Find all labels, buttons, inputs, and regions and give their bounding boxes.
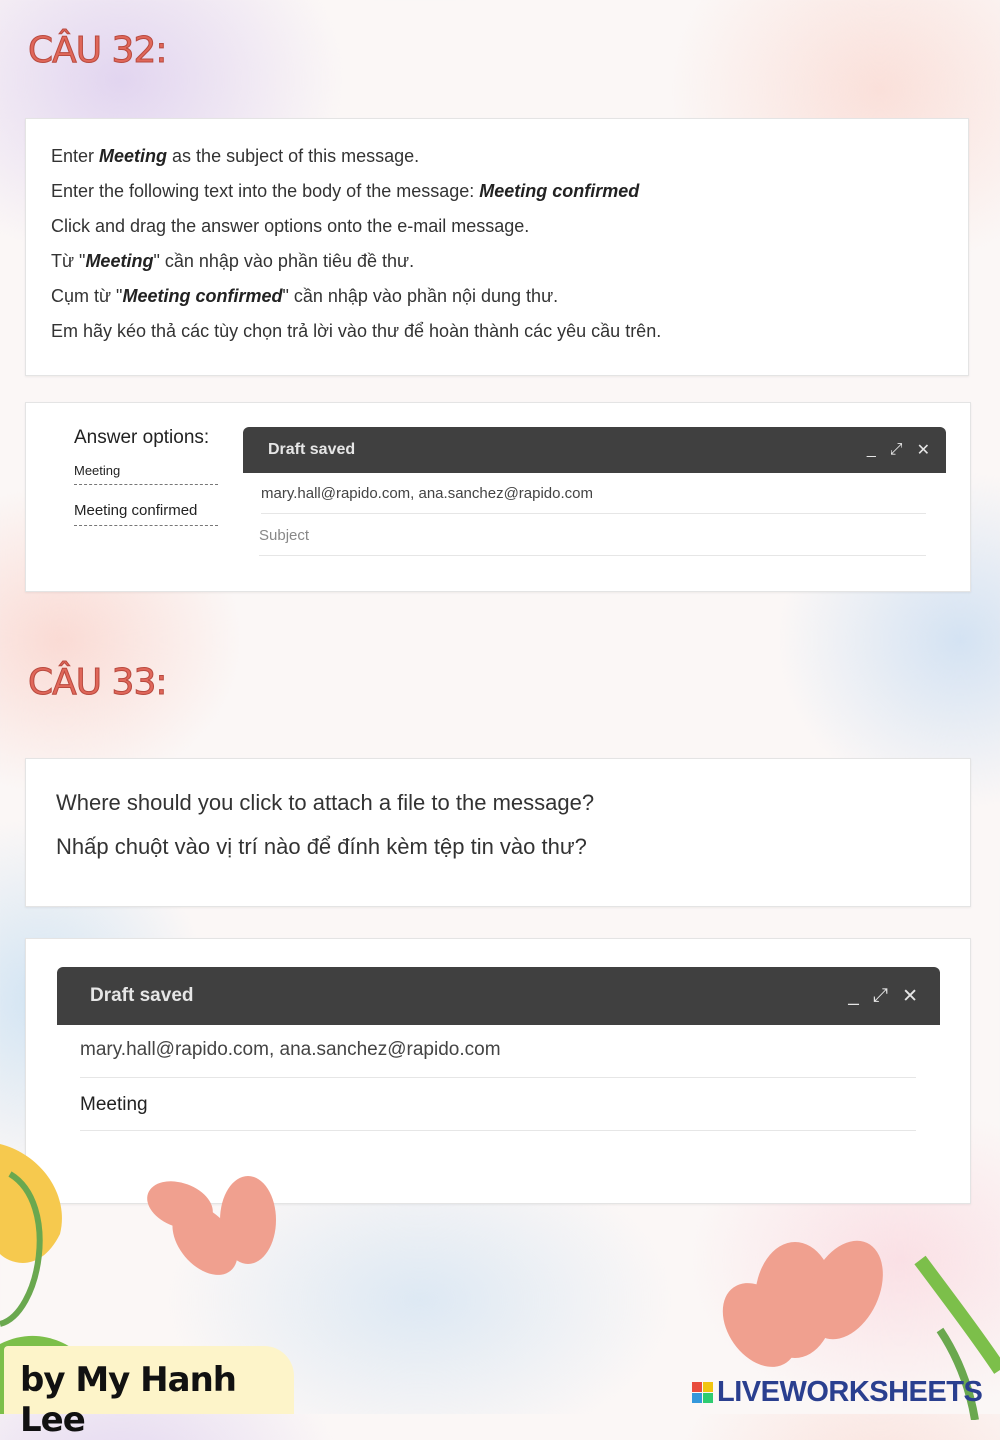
recipients-field[interactable]: mary.hall@rapido.com, ana.sanchez@rapido.com [80,1039,916,1078]
answer-option-meeting-confirmed[interactable]: Meeting confirmed [74,502,218,526]
close-icon[interactable]: ✕ [902,985,918,1007]
question-text-vi: Nhấp chuột vào vị trí nào để đính kèm tệp tin vào thư? [56,834,587,859]
recipients-field[interactable]: mary.hall@rapido.com, ana.sanchez@rapido.com [261,485,926,514]
author-credit: by My Hanh Lee [4,1346,294,1414]
expand-icon[interactable]: ⤢ [872,985,889,1006]
question-33-title: CÂU 33: [28,662,167,703]
liveworksheets-logo [692,1376,982,1409]
minimize-icon[interactable]: _ [866,441,876,458]
subject-field[interactable]: Meeting [80,1094,916,1131]
question-32-workspace [25,402,971,592]
question-32-instructions-panel [25,118,969,376]
compose-header [57,967,940,1025]
answer-option-meeting[interactable]: Meeting [74,463,218,485]
compose-header [243,427,946,473]
liveworksheets-wordmark: LIVEWORKSHEETS [717,1376,983,1408]
liveworksheets-logo-icon [692,1382,713,1403]
answer-options-label: Answer options: [74,427,210,448]
expand-icon[interactable]: ⤢ [889,441,903,458]
draft-saved-label: Draft saved [90,985,194,1006]
instruction-line: Enter Meeting as the subject of this message. [51,146,420,166]
minimize-icon[interactable]: _ [848,985,859,1006]
question-32-title: CÂU 32: [28,30,167,71]
close-icon[interactable]: ✕ [916,442,930,459]
instruction-line: Em hãy kéo thả các tùy chọn trả lời vào thư để hoàn thành các yêu cầu trên. [51,321,662,341]
instruction-line: Enter the following text into the body of the message: Meeting confirmed [51,181,640,201]
instruction-line: Click and drag the answer options onto the e-mail message. [51,216,530,236]
subject-field[interactable]: Subject [259,527,926,556]
question-text-en: Where should you click to attach a file to the message? [56,790,595,815]
instruction-line: Cụm từ "Meeting confirmed" cần nhập vào phần nội dung thư. [51,286,559,306]
question-33-question-panel [25,758,971,907]
draft-saved-label: Draft saved [268,441,356,458]
instruction-line: Từ "Meeting" cần nhập vào phần tiêu đề thư. [51,251,415,271]
